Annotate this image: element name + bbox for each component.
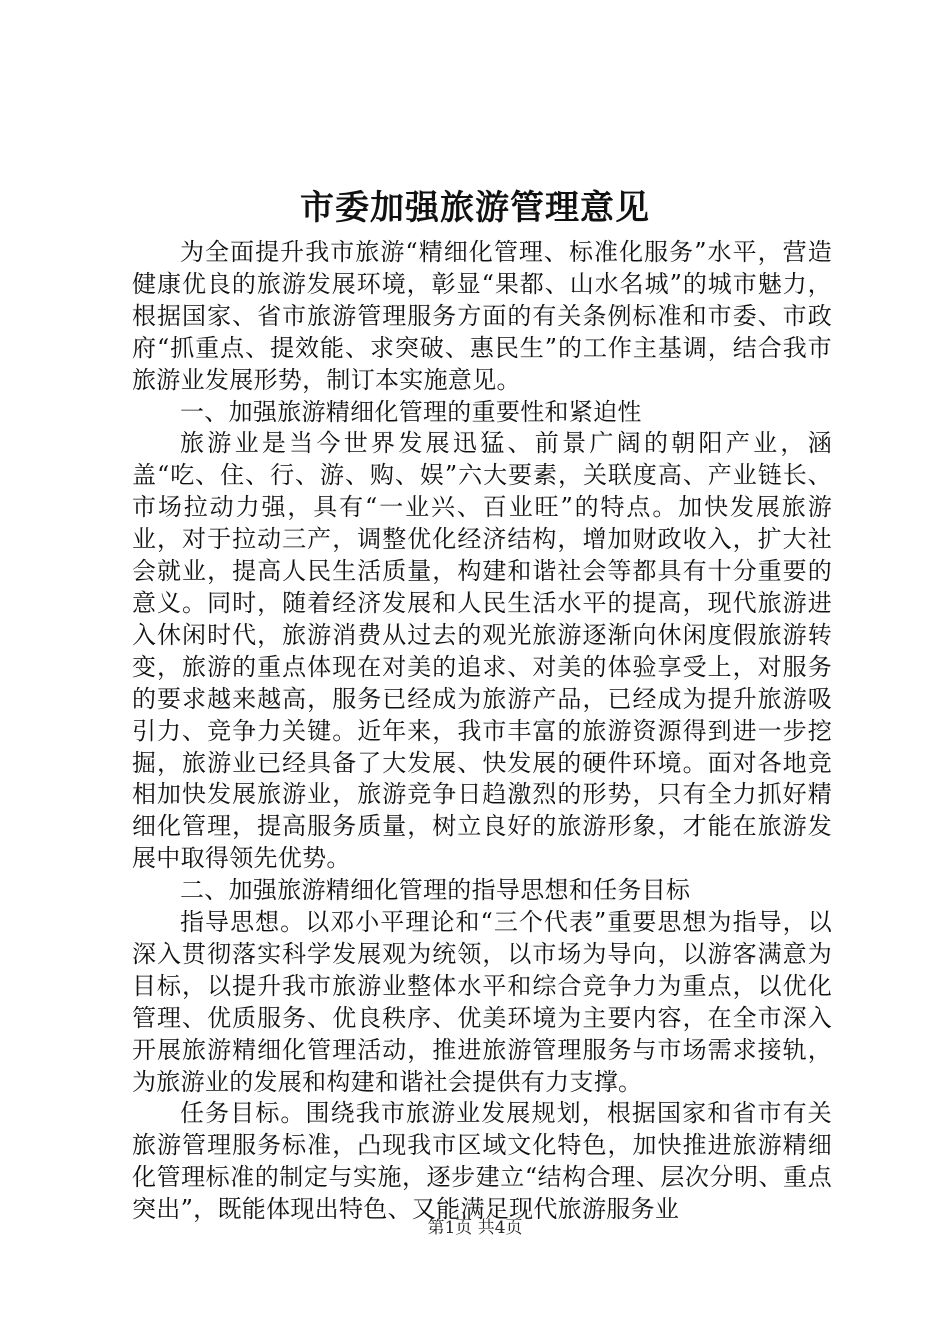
body-paragraph: 旅游业是当今世界发展迅猛、前景广阔的朝阳产业，涵盖“吃、住、行、游、购、娱”六大要素，关联度高、产业链长、市场拉动力强，具有“一业兴、百业旺”的特点。加快发展旅游业，对于拉动三产，调整优化经济结构，增加财政收入，扩大社会就业，提高人民生活质量，构建和谐社会等都具有十分重要的意义。同时，随着经济发展和人民生活水平的提高，现代旅游进入休闲时代，旅游消费从过去的观光旅游逐渐向休闲度假旅游转变，旅游的重点体现在对美的追求、对美的体验享受上，对服务的要求越来越高，服务已经成为旅游产品，已经成为提升旅游吸引力、竞争力关键。近年来，我市丰富的旅游资源得到进一步挖掘，旅游业已经具备了大发展、快发展的硬件环境。面对各地竞相加快发展旅游业，旅游竞争日趋激烈的形势，只有全力抓好精细化管理，提高服务质量，树立良好的旅游形象，才能在旅游发展中取得领先优势。 — [132, 429, 832, 873]
body-paragraph: 任务目标。围绕我市旅游业发展规划，根据国家和省市有关旅游管理服务标准，凸现我市区域文化特色，加快推进旅游精细化管理标准的制定与实施，逐步建立“结构合理、层次分明、重点突出”，既能体现出特色、又能满足现代旅游服务业 — [132, 1099, 832, 1224]
document-body — [132, 237, 832, 1226]
page-number: 第1页 共4页 — [427, 1218, 523, 1238]
section-heading-2: 二、加强旅游精细化管理的指导思想和任务目标 — [180, 876, 691, 905]
section-heading-1: 一、加强旅游精细化管理的重要性和紧迫性 — [180, 397, 642, 426]
body-paragraph: 指导思想。以邓小平理论和“三个代表”重要思想为指导，以深入贯彻落实科学发展观为统领，以市场为导向，以游客满意为目标，以提升我市旅游业整体水平和综合竞争力为重点，以优化管理、优质服务、优良秩序、优美环境为主要内容，在全市深入开展旅游精细化管理活动，推进旅游管理服务与市场需求接轨，为旅游业的发展和构建和谐社会提供有力支撑。 — [132, 908, 832, 1096]
document-title: 市委加强旅游管理意见 — [300, 188, 650, 228]
intro-paragraph: 为全面提升我市旅游“精细化管理、标准化服务”水平，营造健康优良的旅游发展环境，彰显“果都、山水名城”的城市魅力，根据国家、省市旅游管理服务方面的有关条例标准和市委、市政府“抓重点、提效能、求突破、惠民生”的工作主基调，结合我市旅游业发展形势，制订本实施意见。 — [132, 238, 832, 394]
